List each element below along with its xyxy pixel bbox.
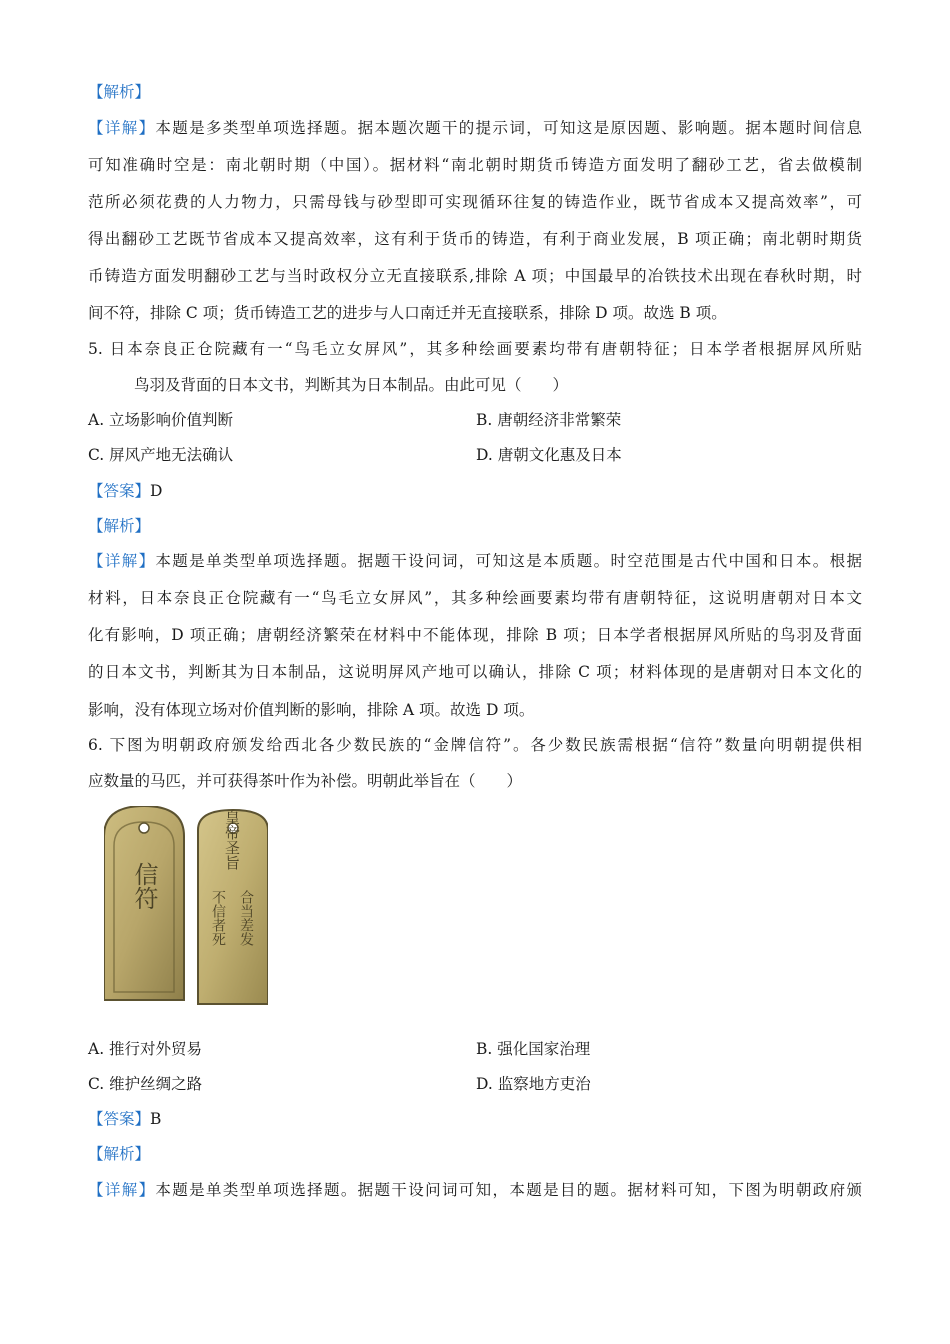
q6-option-b: B. 强化国家治理 bbox=[476, 1040, 591, 1058]
hole-icon bbox=[139, 823, 149, 833]
q5-detail-line-4: 的日本文书，判断其为日本制品，这说明屏风产地可以确认，排除 C 项；材料体现的是唐朝对日本文化的 bbox=[88, 663, 862, 681]
plaque-back-text-3: 不信者死 bbox=[210, 890, 226, 946]
q5-stem-line-2: 鸟羽及背面的日本文书，判断其为日本制品。由此可见（ ） bbox=[134, 376, 569, 394]
q5-answer: 【答案】D bbox=[88, 482, 163, 500]
plaque-front-text: 信符 bbox=[130, 862, 158, 910]
q6-stem-line-2: 应数量的马匹，并可获得茶叶作为补偿。明朝此举旨在（ ） bbox=[88, 772, 523, 790]
analysis-tag-q6: 【解析】 bbox=[88, 1145, 151, 1163]
q5-option-d: D. 唐朝文化惠及日本 bbox=[476, 446, 622, 464]
plaque-back-text-2: 合当差发 bbox=[238, 890, 254, 946]
q5-detail-line-3: 化有影响，D 项正确；唐朝经济繁荣在材料中不能体现，排除 B 项；日本学者根据屏风所贴的鸟羽及背面 bbox=[88, 626, 862, 644]
q6-option-a: A. 推行对外贸易 bbox=[88, 1040, 203, 1058]
plaque-back-text-1: 皇帝圣旨 bbox=[223, 810, 241, 870]
q4-detail-line-4: 得出翻砂工艺既节省成本又提高效率，这有利于货币的铸造，有利于商业发展，B 项正确；南北朝时期货 bbox=[88, 230, 862, 248]
q5-option-a: A. 立场影响价值判断 bbox=[88, 411, 234, 429]
q5-detail-line-1: 【详解】本题是单类型单项选择题。据题干设问词，可知这是本质题。时空范围是古代中国和日本。根据 bbox=[88, 552, 862, 570]
analysis-tag-q5: 【解析】 bbox=[88, 517, 151, 535]
q4-detail-line-6: 间不符，排除 C 项；货币铸造工艺的进步与人口南迁并无直接联系，排除 D 项。故选 B 项。 bbox=[88, 304, 727, 322]
q4-detail-line-1: 【详解】本题是多类型单项选择题。据本题次题干的提示词，可知这是原因题、影响题。据本题时间信息 bbox=[88, 119, 862, 137]
analysis-tag-q4: 【解析】 bbox=[88, 83, 151, 101]
q6-option-c: C. 维护丝绸之路 bbox=[88, 1075, 203, 1093]
q4-detail-line-3: 范所必须花费的人力物力，只需母钱与砂型即可实现循环往复的铸造作业，既节省成本又提高效率”，可 bbox=[88, 193, 862, 211]
q6-option-d: D. 监察地方吏治 bbox=[476, 1075, 591, 1093]
q5-detail-line-2: 材料，日本奈良正仓院藏有一“鸟毛立女屏风”，其多种绘画要素均带有唐朝特征，这说明唐朝对日本文 bbox=[88, 589, 862, 607]
q5-option-b: B. 唐朝经济非常繁荣 bbox=[476, 411, 622, 429]
q4-detail-line-2: 可知准确时空是：南北朝时期（中国）。据材料“南北朝时期货币铸造方面发明了翻砂工艺，省去做模制 bbox=[88, 156, 862, 174]
q5-option-c: C. 屏风产地无法确认 bbox=[88, 446, 234, 464]
q4-detail-line-5: 币铸造方面发明翻砂工艺与当时政权分立无直接联系,排除 A 项；中国最早的冶铁技术出现在春秋时期，时 bbox=[88, 267, 862, 285]
q6-detail-line-1: 【详解】本题是单类型单项选择题。据题干设问词可知，本题是目的题。据材料可知，下图为明朝政府颁 bbox=[88, 1181, 862, 1199]
q5-stem-line-1: 5. 日本奈良正仓院藏有一“鸟毛立女屏风”，其多种绘画要素均带有唐朝特征；日本学者根据屏风所贴 bbox=[88, 340, 862, 358]
q5-detail-line-5: 影响，没有体现立场对价值判断的影响，排除 A 项。故选 D 项。 bbox=[88, 701, 535, 719]
q6-stem-line-1: 6. 下图为明朝政府颁发给西北各少数民族的“金牌信符”。各少数民族需根据“信符”数量向明朝提供相 bbox=[88, 736, 862, 754]
q6-answer: 【答案】B bbox=[88, 1110, 162, 1128]
gold-plaque-image bbox=[104, 806, 268, 1006]
